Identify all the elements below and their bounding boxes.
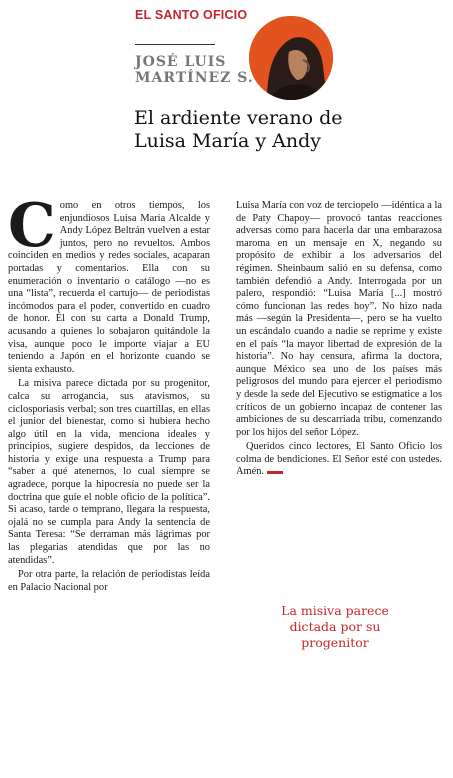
author-portrait [249, 16, 333, 100]
column-1 [8, 191, 210, 596]
paragraph-1 [8, 191, 210, 376]
section-title: EL SANTO OFICIO [135, 8, 248, 22]
section-divider [135, 44, 215, 45]
author-name: JOSÉ LUIS MARTÍNEZ S. [135, 54, 254, 86]
paragraph-2: La misiva parece dictada por su progenitor, calca su arrogancia, sus atavismos, su ciclosporiasis verbal; son tres cuartillas, en ellas el junior del bienestar, como si hubiera hecho algo útil en la vida, menciona ideales y principios, sugiere despidos, da lecciones de historia y exige una respuesta a Trump para “saber a qué atenernos, lo cual siempre se agradece, porque la hipocresía no puede ser la doctrina que guíe el noble oficio de la política”. Si acaso, tarde o temprano, llegara la respuesta, ojalá no se cumpla para Andy la sentencia de Santa Teresa: “Se derraman más lágrimas por las plegarias atendidas que por las no atendidas”. [8, 378, 210, 566]
paragraph-4: Luisa María con voz de terciopelo —idéntica a la de Paty Chapoy— provocó tantas reacciones adversas como para hacerla dar una embarazosa maroma en un mensaje en X, negando su propósito de exhibir a los adversarios del régimen. Sheinbaum salió en su defensa, como también defendió a Andy. Interrogada por un palero, respondió: “Luisa María [...] mostró cómo funcionan las redes hoy”. No hizo nada más —según la Presidenta—, pero se ha vuelto un escándalo cuando a nadie se reprime y existe en el país “la mayor libertad de expresión de la historia”. No hay censura, afirma la doctora, aunque México sea uno de los países más peligrosos del mundo para ejercer el periodismo y desde la sede del Ejecutivo se estigmatice a los críticos de un gobierno incapaz de contener las ambiciones de su descarriada tribu, comenzando por los hijos del señor López. [236, 200, 442, 438]
paragraph-5 [236, 441, 442, 479]
headline: El ardiente verano de Luisa María y Andy [134, 107, 343, 152]
column-2 [236, 200, 442, 481]
end-mark [267, 471, 283, 474]
pull-quote: La misiva parece dictada por su progenitor [281, 603, 389, 650]
paragraph-3: Por otra parte, la relación de periodistas leída en Palacio Nacional por [8, 569, 210, 593]
sign-off-text: Queridos cinco lectores, El Santo Oficio los colma de bendiciones. El Señor esté con ustedes. Amén. [236, 441, 442, 478]
paragraph-1-text: omo en otros tiempos, los enjundiosos Luisa María Alcalde y Andy López Beltrán vuelven a estar juntos, pero no revueltos. Ambos coinciden en medios y redes sociales, acaparan portadas y comentarios. Ella con su enumeración o inventario o catálogo —no es una “lista”, recuerda el cartujo— de periodistas incómodos para el poder, convertido en cuadro de honor. Él con su carta a Donald Trump, acusando a quienes lo sobajaron quitándole la visa, aunque poco le importe viajar a EU teniendo a Japón en el horizonte cuando se sienta exhausto. [8, 200, 210, 375]
drop-cap: C [8, 191, 56, 261]
